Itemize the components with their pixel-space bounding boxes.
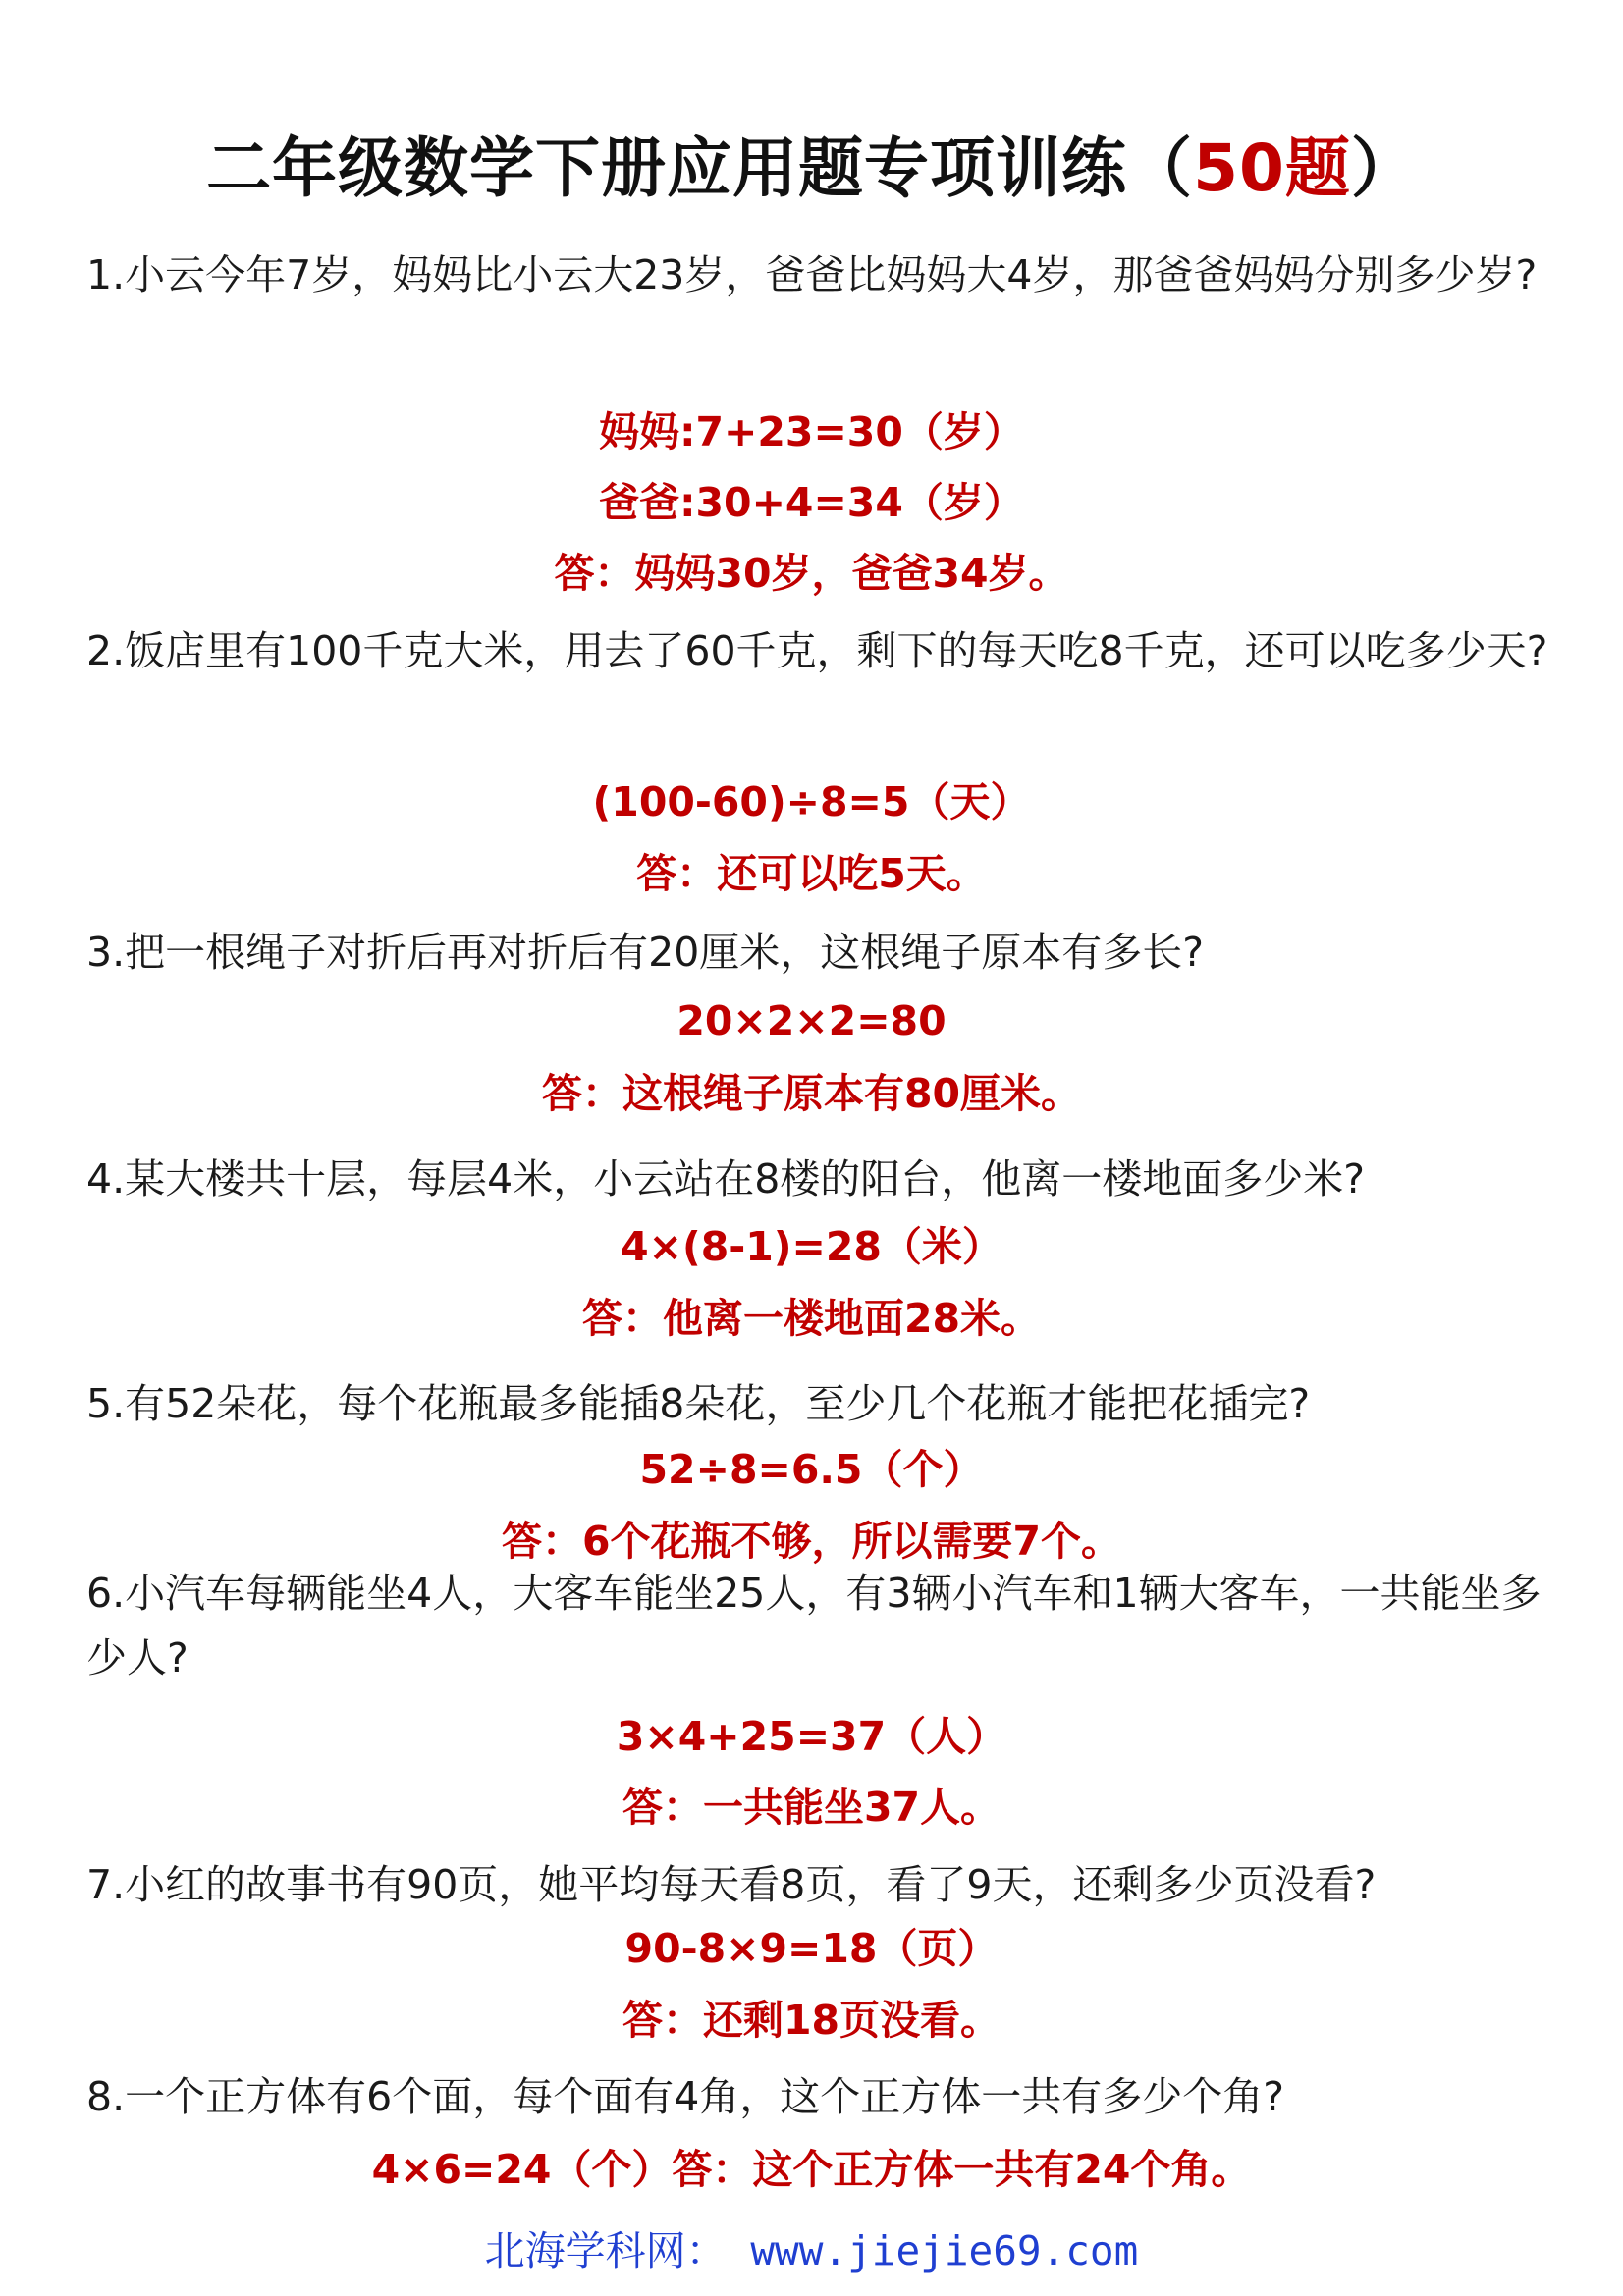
problem-1-answer-2: 爸爸:30+4=34（岁） — [599, 479, 1024, 526]
problem-2-answer-1: (100-60)÷8=5（天） — [592, 778, 1031, 826]
problem-7-answer-1: 90-8×9=18（页） — [624, 1925, 999, 1972]
title-main: 二年级数学下册应用题专项训练（ — [206, 131, 1194, 206]
problem-3-answer-2: 答：这根绳子原本有80厘米。 — [541, 1070, 1082, 1117]
problem-7-answer-2: 答：还剩18页没看。 — [622, 1997, 1001, 2044]
problem-4-answer-1: 4×(8-1)=28（米） — [621, 1223, 1002, 1270]
problem-5-question: 5.有52朵花，每个花瓶最多能插8朵花，至少几个花瓶才能把花插完? — [86, 1380, 1311, 1427]
problem-5-answer-1: 52÷8=6.5（个） — [639, 1446, 984, 1493]
problem-4-answer-2: 答：他离一楼地面28米。 — [581, 1295, 1042, 1342]
problem-1-question: 1.小云今年7岁，妈妈比小云大23岁，爸爸比妈妈大4岁，那爸爸妈妈分别多少岁? — [86, 251, 1538, 298]
problem-4-question: 4.某大楼共十层，每层4米，小云站在8楼的阳台，他离一楼地面多少米? — [86, 1155, 1366, 1202]
title-end: ） — [1350, 131, 1417, 206]
problem-5-answer-2: 答：6个花瓶不够，所以需要7个。 — [501, 1518, 1122, 1565]
problem-6-answer-1: 3×4+25=37（人） — [616, 1713, 1007, 1760]
page-title — [0, 116, 1623, 209]
footer-website: 北海学科网： www.jiejie69.com — [484, 2227, 1139, 2274]
problem-2-answer-2: 答：还可以吃5天。 — [636, 850, 987, 897]
problem-3-question: 3.把一根绳子对折后再对折后有20厘米，这根绳子原本有多长? — [86, 929, 1205, 976]
problem-3-answer-1: 20×2×2=80 — [676, 997, 947, 1044]
problem-6-answer-2: 答：一共能坐37人。 — [622, 1784, 1001, 1831]
problem-6-question: 6.小汽车每辆能坐4人，大客车能坐25人，有3辆小汽车和1辆大客车，一共能坐多少人? — [86, 1570, 1542, 1682]
problem-8-question: 8.一个正方体有6个面，每个面有4角，这个正方体一共有多少个角? — [86, 2073, 1285, 2120]
problem-1-answer-1: 妈妈:7+23=30（岁） — [599, 408, 1024, 455]
title-count: 50题 — [1193, 131, 1351, 206]
problem-1-answer-3: 答：妈妈30岁，爸爸34岁。 — [554, 550, 1069, 597]
problem-8-answer-1: 4×6=24（个）答：这个正方体一共有24个角。 — [371, 2146, 1252, 2193]
problem-7-question: 7.小红的故事书有90页，她平均每天看8页，看了9天，还剩多少页没看? — [86, 1861, 1377, 1908]
problem-2-question: 2.饭店里有100千克大米，用去了60千克，剩下的每天吃8千克，还可以吃多少天? — [86, 627, 1548, 674]
